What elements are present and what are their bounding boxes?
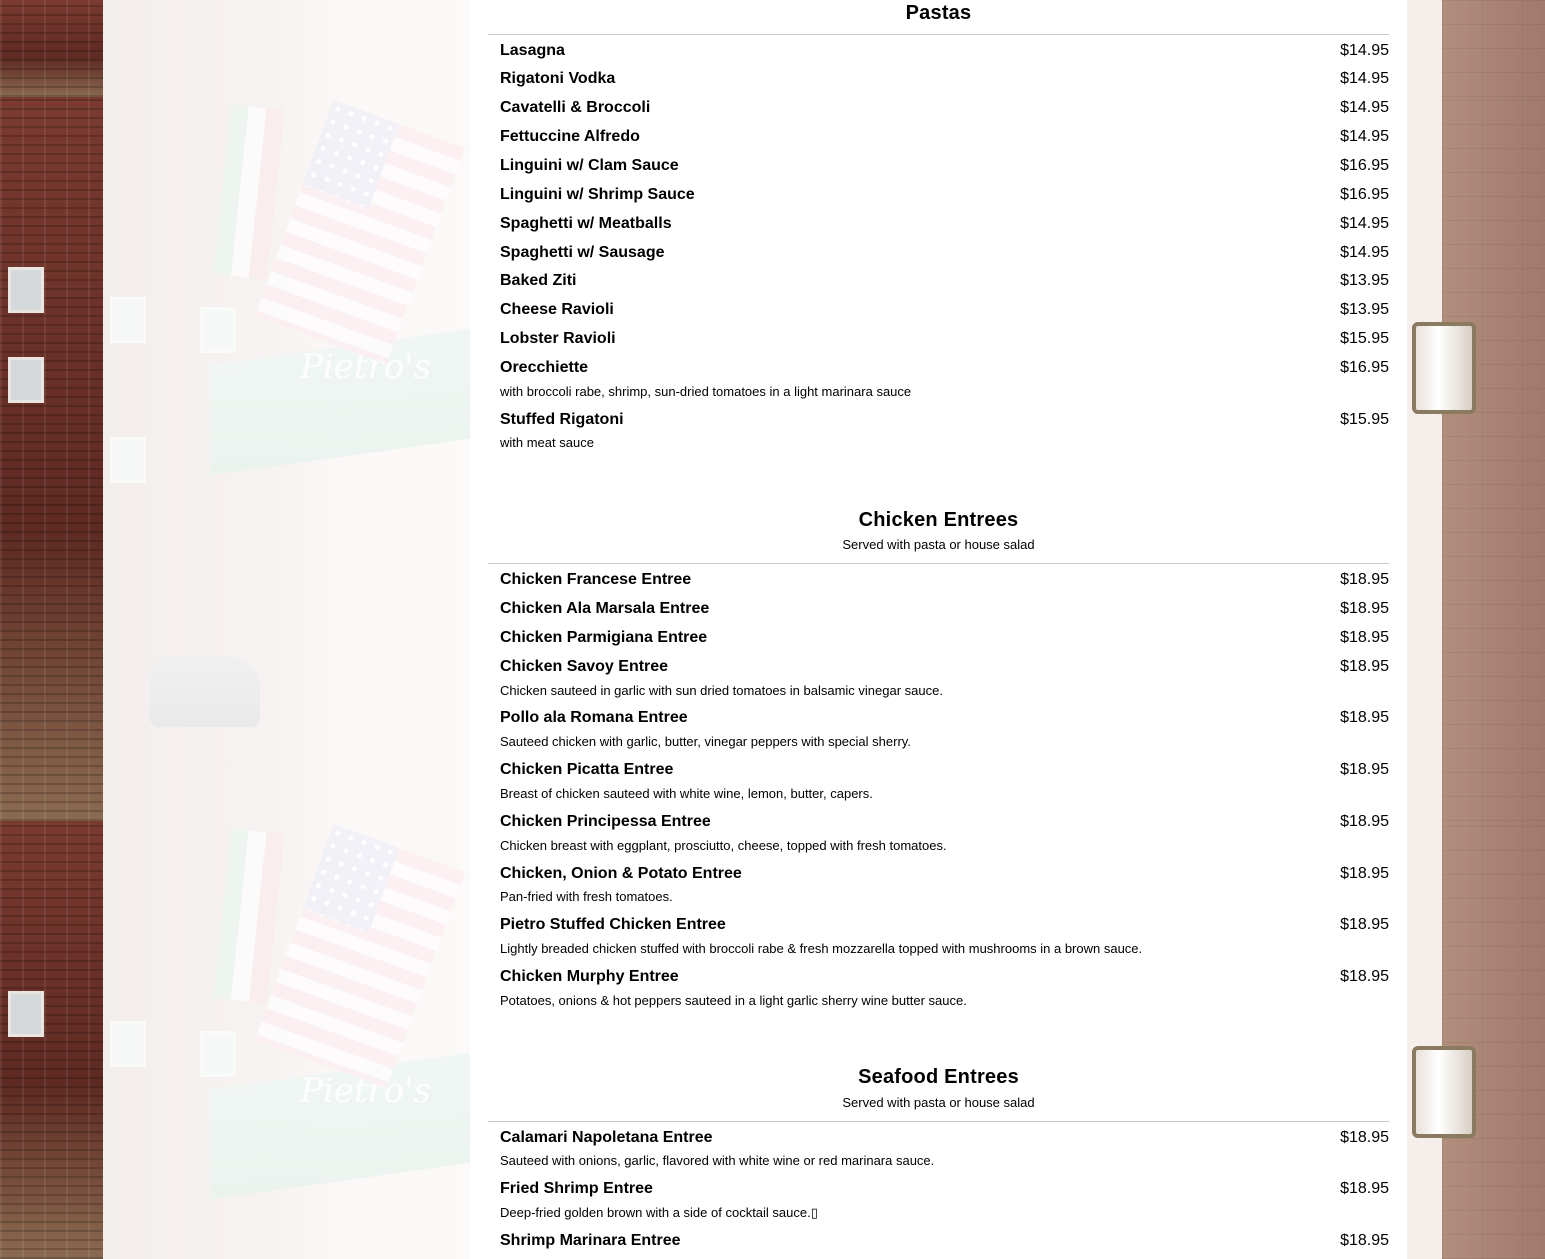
- light-wall: [1407, 821, 1442, 1259]
- menu-item-name: Cheese Ravioli: [500, 301, 614, 318]
- menu-item-name: Linguini w/ Clam Sauce: [500, 157, 679, 174]
- window: [8, 267, 44, 313]
- menu-item-price: $18.95: [1340, 761, 1389, 778]
- menu-item-description: Chicken sauteed in garlic with sun dried tomatoes in balsamic vinegar sauce.: [500, 683, 943, 698]
- menu-item-name: Calamari Napoletana Entree: [500, 1129, 713, 1146]
- stucco-wall: [1442, 821, 1545, 1259]
- section-divider: [488, 1121, 1389, 1122]
- menu-item-description: Breast of chicken sauteed with white wine, lemon, butter, capers.: [500, 786, 873, 801]
- menu-item-description: Deep-fried golden brown with a side of cocktail sauce.▯: [500, 1205, 818, 1220]
- menu-item-price: $18.95: [1340, 709, 1389, 726]
- menu-item-name: Spaghetti w/ Sausage: [500, 244, 665, 261]
- light-wall: [1407, 0, 1442, 97]
- menu-item-price: $18.95: [1340, 571, 1389, 588]
- menu-item-price: $18.95: [1340, 916, 1389, 933]
- menu-item-description: Chicken breast with eggplant, prosciutto, cheese, topped with fresh tomatoes.: [500, 838, 947, 853]
- section-subtitle: Served with pasta or house salad: [842, 537, 1035, 552]
- wall-lamp: [1412, 1046, 1476, 1138]
- menu-item-price: $18.95: [1340, 629, 1389, 646]
- photo-overlay: [103, 821, 470, 1259]
- menu-item-name: Chicken Parmigiana Entree: [500, 629, 708, 646]
- section-title-pastas: Pastas: [905, 2, 972, 24]
- menu-item-price: $14.95: [1340, 70, 1389, 87]
- menu-item-name: Chicken Principessa Entree: [500, 813, 711, 830]
- menu-item-name: Chicken Picatta Entree: [500, 761, 674, 778]
- brick-wall: [0, 821, 103, 1259]
- section-subtitle: Served with pasta or house salad: [842, 1095, 1035, 1110]
- section-title-seafood: Seafood Entrees: [858, 1066, 1019, 1088]
- menu-item-name: Linguini w/ Shrimp Sauce: [500, 186, 695, 203]
- menu-item-price: $18.95: [1340, 1129, 1389, 1146]
- menu-item-name: Orecchiette: [500, 359, 589, 376]
- menu-item-description: with broccoli rabe, shrimp, sun-dried tomatoes in a light marinara sauce: [500, 384, 912, 399]
- menu-item-name: Rigatoni Vodka: [500, 70, 616, 87]
- menu-item-price: $18.95: [1340, 658, 1389, 675]
- menu-item-price: $15.95: [1340, 411, 1389, 428]
- brick-wall: [0, 0, 103, 97]
- menu-item-description: Lightly breaded chicken stuffed with broccoli rabe & fresh mozzarella topped with mushrooms in a brown sauce.: [500, 941, 1143, 956]
- menu-item-name: Chicken Francese Entree: [500, 571, 692, 588]
- menu-item-price: $16.95: [1340, 359, 1389, 376]
- menu-item-description: Sauteed chicken with garlic, butter, vinegar peppers with special sherry.: [500, 734, 911, 749]
- section-divider: [488, 34, 1389, 35]
- section-divider: [488, 563, 1389, 564]
- stucco-wall: [1442, 97, 1545, 821]
- menu-item-name: Stuffed Rigatoni: [500, 411, 624, 428]
- menu-item-name: Lasagna: [500, 42, 565, 59]
- menu-item-name: Fried Shrimp Entree: [500, 1180, 653, 1197]
- menu-item-price: $14.95: [1340, 244, 1389, 261]
- photo-overlay: [103, 0, 470, 97]
- menu-item-name: Pietro Stuffed Chicken Entree: [500, 916, 726, 933]
- light-wall: [1407, 97, 1442, 821]
- menu-item-price: $13.95: [1340, 272, 1389, 289]
- menu-item-description: Pan-fried with fresh tomatoes.: [500, 889, 673, 904]
- menu-item-price: $18.95: [1340, 813, 1389, 830]
- menu-item-name: Chicken Savoy Entree: [500, 658, 669, 675]
- menu-item-name: Baked Ziti: [500, 272, 577, 289]
- menu-item-price: $14.95: [1340, 99, 1389, 116]
- menu-item-name: Fettuccine Alfredo: [500, 128, 640, 145]
- menu-item-price: $18.95: [1340, 1232, 1389, 1249]
- menu-item-name: Pollo ala Romana Entree: [500, 709, 688, 726]
- menu-item-name: Cavatelli & Broccoli: [500, 99, 651, 116]
- menu-item-price: $18.95: [1340, 600, 1389, 617]
- menu-item-name: Chicken Ala Marsala Entree: [500, 600, 710, 617]
- menu-item-name: Chicken Murphy Entree: [500, 968, 679, 985]
- menu-item-price: $15.95: [1340, 330, 1389, 347]
- menu-item-name: Shrimp Marinara Entree: [500, 1232, 681, 1249]
- menu-item-price: $14.95: [1340, 215, 1389, 232]
- menu-item-price: $13.95: [1340, 301, 1389, 318]
- menu-item-price: $18.95: [1340, 865, 1389, 882]
- section-title-chicken: Chicken Entrees: [858, 509, 1019, 531]
- window: [8, 991, 44, 1037]
- menu-item-price: $18.95: [1340, 968, 1389, 985]
- wall-lamp: [1412, 322, 1476, 414]
- menu-item-price: $18.95: [1340, 1180, 1389, 1197]
- menu-item-price: $14.95: [1340, 42, 1389, 59]
- menu-item-name: Lobster Ravioli: [500, 330, 616, 347]
- menu-item-name: Spaghetti w/ Meatballs: [500, 215, 672, 232]
- menu-item-name: Chicken, Onion & Potato Entree: [500, 865, 742, 882]
- menu-item-description: with meat sauce: [500, 435, 594, 450]
- menu-item-description: Potatoes, onions & hot peppers sauteed in a light garlic sherry wine butter sauce.: [500, 993, 967, 1008]
- menu-item-description: Sauteed with onions, garlic, flavored with white wine or red marinara sauce.: [500, 1153, 935, 1168]
- menu-panel: [470, 0, 1407, 1259]
- photo-overlay: [103, 97, 470, 821]
- stucco-wall: [1442, 0, 1545, 97]
- menu-item-price: $14.95: [1340, 128, 1389, 145]
- window: [8, 357, 44, 403]
- brick-wall: [0, 97, 103, 821]
- menu-item-price: $16.95: [1340, 186, 1389, 203]
- menu-item-price: $16.95: [1340, 157, 1389, 174]
